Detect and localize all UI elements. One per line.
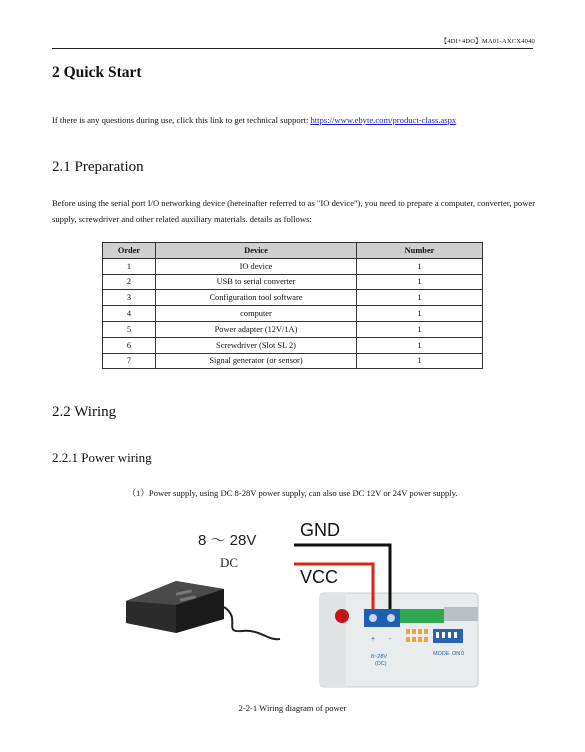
support-link[interactable]: https://www.ebyte.com/product-class.aspx xyxy=(310,115,457,125)
cell-order: 4 xyxy=(103,306,156,322)
power-wiring-diagram xyxy=(120,515,480,690)
support-text: If there is any questions during use, click this link to get technical support: xyxy=(52,115,311,125)
cell-number: 1 xyxy=(357,337,483,353)
terminal-minus-label: - xyxy=(389,636,392,643)
cell-number: 1 xyxy=(357,258,483,274)
page-title: 2 Quick Start xyxy=(52,64,142,81)
cell-order: 3 xyxy=(103,290,156,306)
board-dc-label: (DC) xyxy=(375,661,387,667)
cell-order: 5 xyxy=(103,321,156,337)
adapter-cable xyxy=(224,607,280,639)
cell-device: Power adapter (12V/1A) xyxy=(156,321,357,337)
cell-number: 1 xyxy=(357,321,483,337)
cell-number: 1 xyxy=(357,290,483,306)
dip-switch xyxy=(433,629,463,643)
pcb-board xyxy=(400,609,444,623)
terminal-plus-label: + xyxy=(371,636,376,643)
section-title-preparation: 2.1 Preparation xyxy=(52,159,144,175)
table-row xyxy=(103,274,483,290)
power-supply-note: （1）Power supply, using DC 8-28V power supply, can also use DC 12V or 24V power supply. xyxy=(127,488,458,498)
power-led xyxy=(335,609,349,623)
cell-number: 1 xyxy=(357,353,483,369)
cell-order: 1 xyxy=(103,258,156,274)
cell-order: 2 xyxy=(103,274,156,290)
table-row xyxy=(103,258,483,274)
on-sub-label: 0 xyxy=(461,651,465,657)
table-row xyxy=(103,353,483,369)
table-row xyxy=(103,321,483,337)
table-row xyxy=(103,337,483,353)
header-divider xyxy=(52,48,533,49)
on-label: ON xyxy=(452,651,461,657)
cell-device: USB to serial converter xyxy=(156,274,357,290)
gnd-label: GND xyxy=(300,520,340,540)
document-header-code: 【4DI+4DO】MA01-AXCX4040 xyxy=(440,38,535,45)
cell-number: 1 xyxy=(357,306,483,322)
cell-device: Signal generator (or sensor) xyxy=(156,353,357,369)
board-range-label: 8~28V xyxy=(371,654,388,660)
power-adapter-icon xyxy=(126,581,224,633)
section-title-wiring: 2.2 Wiring xyxy=(52,404,117,420)
cell-device: IO device xyxy=(156,258,357,274)
table-row xyxy=(103,306,483,322)
vcc-label: VCC xyxy=(300,567,339,587)
support-paragraph xyxy=(52,112,456,128)
subsection-title-power-wiring: 2.2.1 Power wiring xyxy=(52,450,152,465)
figure-caption: 2-2-1 Wiring diagram of power xyxy=(238,703,347,713)
preparation-paragraph: Before using the serial port I/O networking device (hereinafter referred to as "IO device"), you need to prepare a computer, converter, power supply, screwdriver and other related auxiliary materials. details as follows: xyxy=(52,198,536,224)
cell-number: 1 xyxy=(357,274,483,290)
cell-device: Configuration tool software xyxy=(156,290,357,306)
column-header-order: Order xyxy=(103,243,156,259)
mode-label: MODE xyxy=(433,651,450,657)
voltage-label: 8 ～ 28V xyxy=(198,532,257,549)
column-header-device: Device xyxy=(156,243,357,259)
table-row xyxy=(103,290,483,306)
cell-device: Screwdriver (Slot SL 2) xyxy=(156,337,357,353)
table-header-row xyxy=(103,243,483,259)
cell-order: 7 xyxy=(103,353,156,369)
column-header-number: Number xyxy=(357,243,483,259)
device-table xyxy=(102,242,483,369)
cell-order: 6 xyxy=(103,337,156,353)
dc-label: DC xyxy=(220,555,239,570)
cell-device: computer xyxy=(156,306,357,322)
